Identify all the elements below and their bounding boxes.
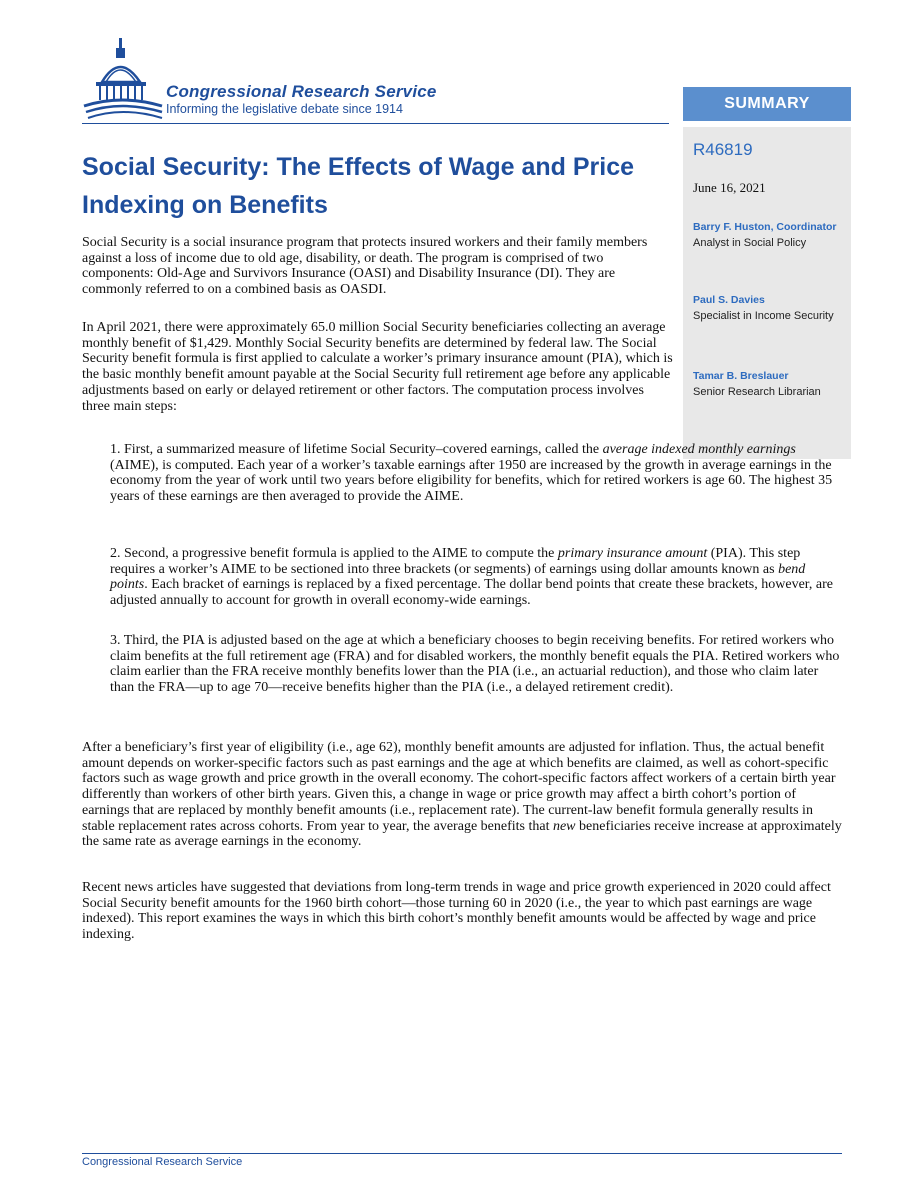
paragraph: Recent news articles have suggested that deviations from long-term trends in wage and price growth experienced in 2020 could affect Social Security benefit amounts for the 1960 birth cohort—those turning 60 in 2020 (i.e., the year to which past earnings are wage indexed). This report examines the ways in which this birth cohort’s monthly benefit amounts would be affected by wage and price indexing. [82,880,831,943]
emphasis-term: primary insurance amount [557,546,708,561]
paragraph-text: After a beneficiary’s first year of eligibility (i.e., age 62), monthly benefit amounts are adjusted for inflation. Thus, the actual benefit amount depends on worker-specific factors such as past earnings and the age at which benefits are claimed, as well as cohort-specific factors such as wage growth and price growth in the overall economy. The cohort-specific factors affect workers of a certain birth year differently than workers of other birth years. Given this, a change in wage or price growth may affect a birth cohort’s portion of earnings that are replaced by monthly benefit amounts (i.e., replacement rate). The current-law benefit formula generally results in stable replacement rates across cohorts. From year to year, the average benefits that [82,740,836,834]
org-tagline: Informing the legislative debate since 1914 [166,102,403,116]
paragraph: Social Security is a social insurance program that protects insured workers and their family members against a loss of income due to old age, disability, or death. The program is comprised of two components: Old-Age and Survivors Insurance (OASI) and Disability Insurance (DI). They are commonly referred to on a combined basis as OASDI. [82,235,648,298]
list-item [110,546,845,609]
author-title: Analyst in Social Policy [693,237,807,249]
crs-logo [82,36,672,124]
author-entry [693,293,843,324]
footer-divider [82,1153,842,1154]
org-name: Congressional Research Service [166,82,437,101]
capitol-dome-icon [82,36,164,120]
author-entry [693,220,843,251]
list-item-text: 1. First, a summarized measure of lifetime Social Security–covered earnings, called the [110,442,600,457]
sidebar-gap [683,121,851,127]
paragraph: In April 2021, there were approximately 65.0 million Social Security beneficiaries collecting an average monthly benefit of $1,429. Monthly Social Security benefits are determined by federal law. The Social Security benefit formula is first applied to calculate a worker’s primary insurance amount (PIA), which is the basic monthly benefit amount payable at the Social Security full retirement age before any applicable adjustments based on early or delayed retirement or other factors. The computation process involves three main steps: [82,320,673,414]
author-name: Tamar B. Breslauer [693,370,789,382]
author-title: Specialist in Income Security [693,310,834,322]
header-divider [82,123,669,124]
author-name: Barry F. Huston, Coordinator [693,221,837,233]
footer-text: Congressional Research Service [82,1156,243,1168]
emphasis-term: bend points [110,561,806,593]
paragraph-text: beneficiaries receive increase at approximately the same rate as average earnings in the economy. [82,818,842,850]
list-item-text: (AIME), is computed. Each year of a worker’s taxable earnings after 1950 are increased by the growth in average earnings in the economy from the year of work until two years before eligibility for benefits, which for retired workers is age 60. The highest 35 years of these earnings are then averaged to provide the AIME. [110,457,833,505]
author-name: Paul S. Davies [693,294,765,306]
page-title: Social Security: The Effects of Wage and Price Indexing on Benefits [82,153,635,219]
summary-sidebar [683,87,851,459]
author-title: Senior Research Librarian [693,386,821,398]
list-item [110,442,845,505]
summary-label: SUMMARY [683,87,851,121]
report-number: R46819 [693,140,753,159]
report-date: June 16, 2021 [693,180,766,195]
list-item: 3. Third, the PIA is adjusted based on the age at which a beneficiary chooses to begin receiving benefits. For retired workers who claim benefits at the full retirement age (FRA) and for disabled workers, the monthly benefit equals the PIA. Retired workers who claim earlier than the FRA receive monthly benefits lower than the PIA (i.e., an actuarial reduction), and those who claim later than the FRA—up to age 70—receive benefits higher than the PIA (i.e., a delayed retirement credit). [110,633,840,696]
emphasis-term: average indexed monthly earnings [602,442,796,457]
list-item-text: (PIA). This step requires a worker’s AIME to be sectioned into three brackets (or segments) of earnings using dollar amounts known as [110,546,801,577]
author-entry [693,369,843,400]
paragraph [82,740,844,850]
emphasis-term: new [552,818,576,834]
list-item-text: 2. Second, a progressive benefit formula is applied to the AIME to compute the [110,546,555,561]
list-item-text: . Each bracket of earnings is replaced by a fixed percentage. The dollar bend points that create these brackets, however, are adjusted annually to account for growth in overall economy-wide earnings. [110,577,833,609]
